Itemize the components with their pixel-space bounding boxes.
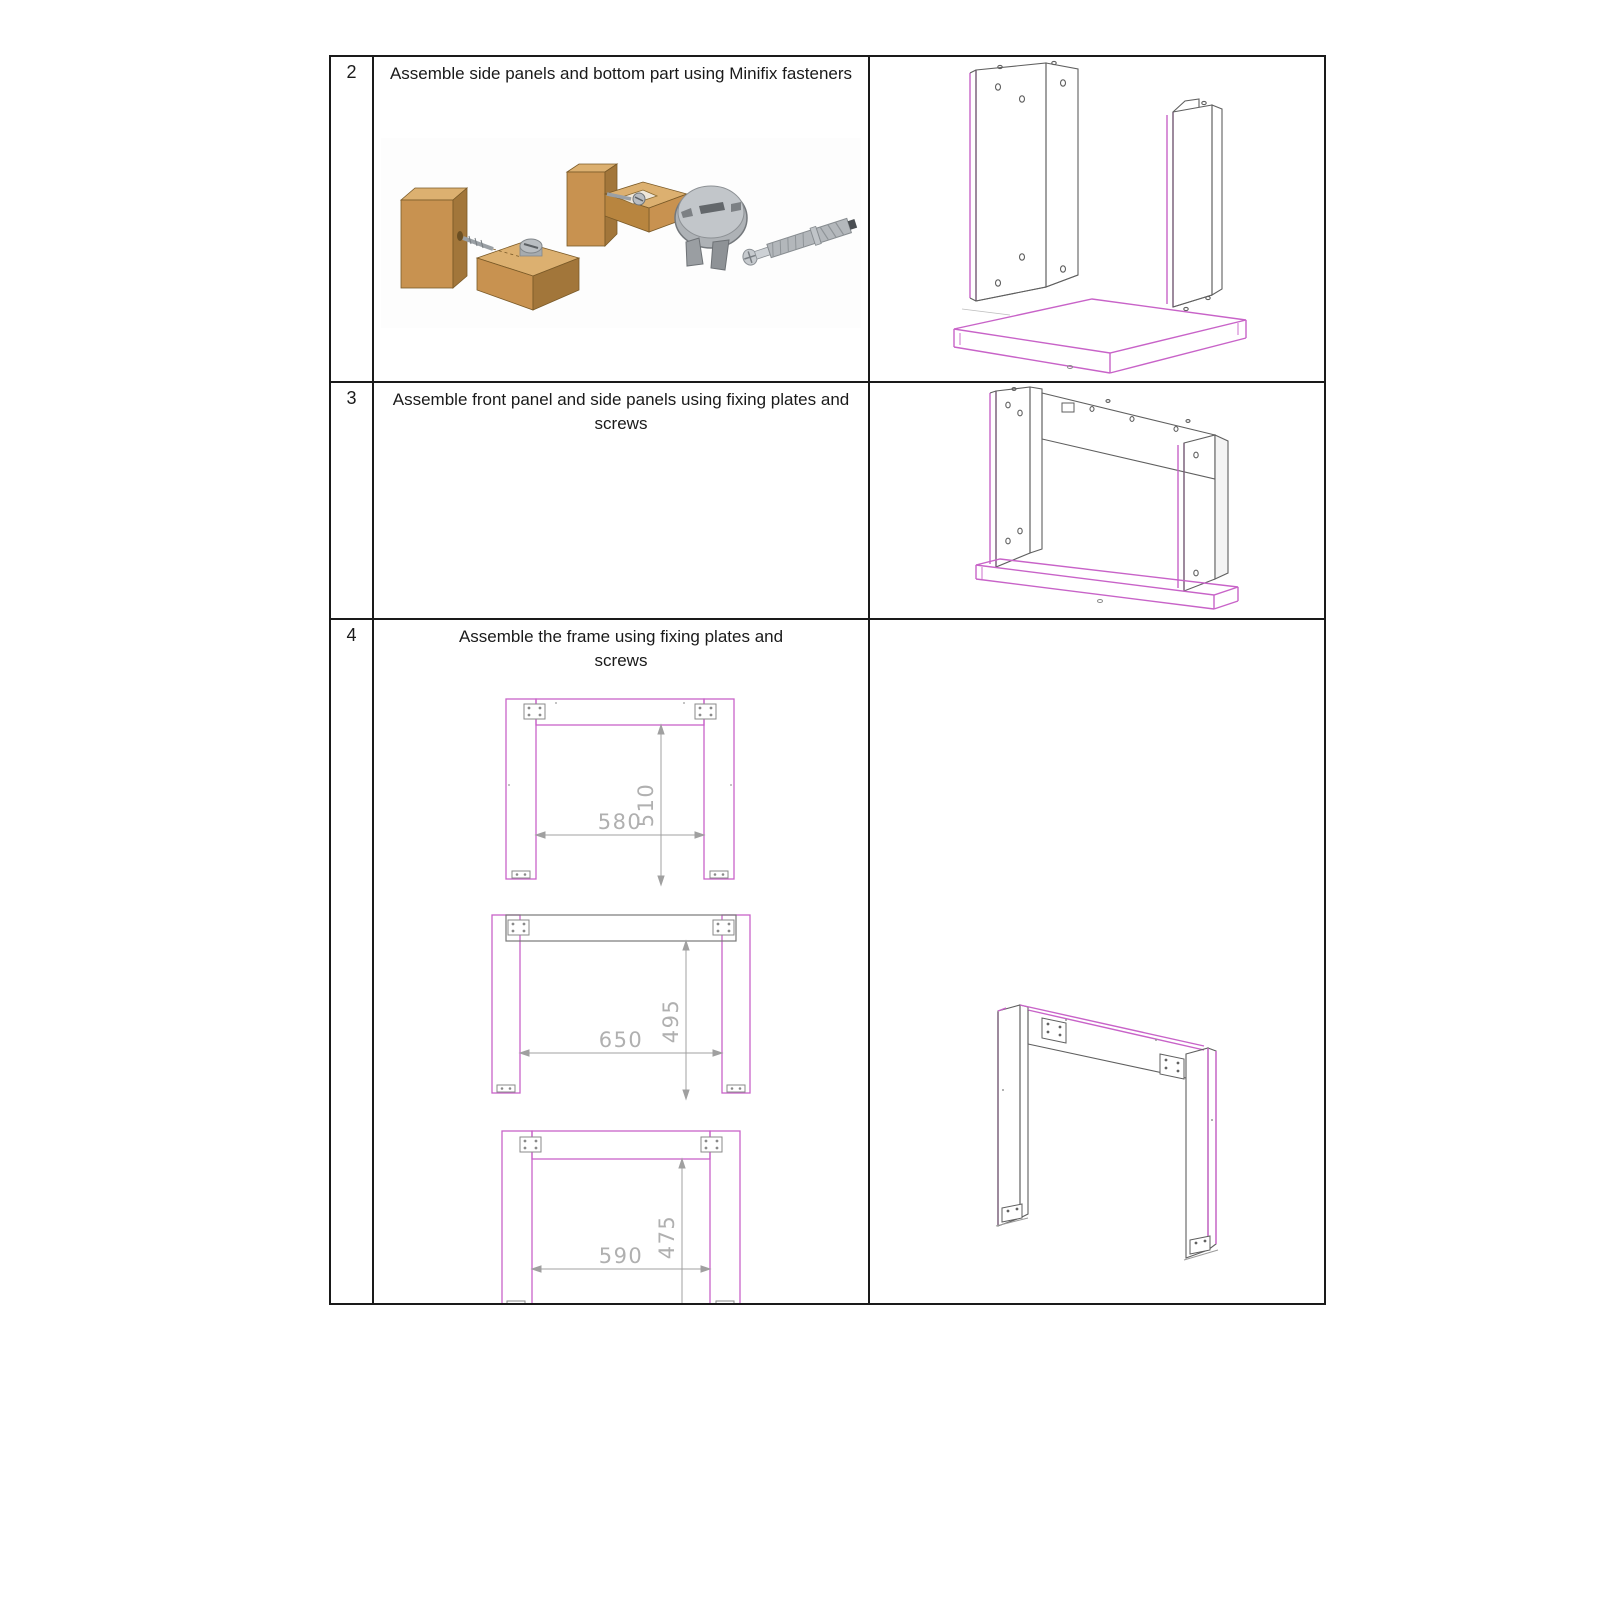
step-number: 2 xyxy=(346,62,357,82)
step3-number-cell xyxy=(331,383,374,620)
height-dimension-label: 510 xyxy=(634,782,658,827)
assembled-panels-drawing xyxy=(870,383,1324,616)
step2-drawing-cell xyxy=(870,57,1324,383)
bottom-base xyxy=(976,559,1238,609)
height-dimension-label: 495 xyxy=(659,998,683,1043)
height-dimension-label: 475 xyxy=(654,1214,679,1259)
dimension-lines xyxy=(536,725,704,885)
small-side-panel xyxy=(1167,99,1222,311)
frame-diagram-3 xyxy=(494,1117,749,1303)
frame-3d-drawing xyxy=(870,620,1324,1303)
fixing-plates xyxy=(524,704,716,719)
fixing-plates xyxy=(508,920,734,935)
step4-instruction-cell xyxy=(374,620,870,1303)
fixing-plates xyxy=(520,1137,722,1152)
minifix-illustration xyxy=(381,138,861,328)
frame-outline xyxy=(506,699,734,879)
step3-drawing-cell xyxy=(870,383,1324,620)
step2-instruction-cell xyxy=(374,57,870,383)
rail-fixing-plates xyxy=(1042,1018,1184,1079)
top-rail xyxy=(506,915,736,941)
step4-instruction-text: Assemble the frame using fixing plates and screws xyxy=(458,627,784,670)
foot-plates xyxy=(497,1085,745,1092)
instruction-table xyxy=(329,55,1326,1305)
step-number: 3 xyxy=(346,388,357,408)
width-dimension-label: 580 xyxy=(597,809,643,834)
step4-drawing-cell xyxy=(870,620,1324,1303)
step-number: 4 xyxy=(346,625,357,645)
step2-instruction-text: Assemble side panels and bottom part using Minifix fasteners xyxy=(389,64,853,83)
leg-foot-plates xyxy=(996,1204,1218,1260)
foot-plates xyxy=(507,1301,734,1303)
step3-instruction-cell xyxy=(374,383,870,620)
right-side-panel xyxy=(1178,435,1228,591)
minifix-illustration-wrap xyxy=(374,138,868,328)
left-side-panel xyxy=(990,387,1042,567)
left-leg xyxy=(998,1005,1028,1226)
side-panels-bottom-drawing xyxy=(870,57,1324,379)
dimension-lines xyxy=(532,1159,710,1303)
step2-number-cell xyxy=(331,57,374,383)
step3-instruction-text: Assemble front panel and side panels using fixing plates and screws xyxy=(392,390,850,433)
front-panel xyxy=(1042,393,1215,479)
frame-diagram-2 xyxy=(486,903,756,1101)
wood-block-with-bolt xyxy=(401,188,467,288)
cam-in-block xyxy=(520,239,542,256)
frame-outline xyxy=(502,1131,740,1303)
frame-diagram-1 xyxy=(496,689,746,887)
frame-outline xyxy=(492,915,750,1093)
foot-plates xyxy=(512,871,728,878)
large-side-panel xyxy=(962,61,1078,315)
right-leg xyxy=(1186,1048,1216,1258)
dimension-lines xyxy=(520,941,722,1099)
width-dimension-label: 650 xyxy=(598,1027,644,1052)
bottom-part xyxy=(954,299,1246,373)
step4-number-cell xyxy=(331,620,374,1303)
width-dimension-label: 590 xyxy=(598,1243,643,1268)
